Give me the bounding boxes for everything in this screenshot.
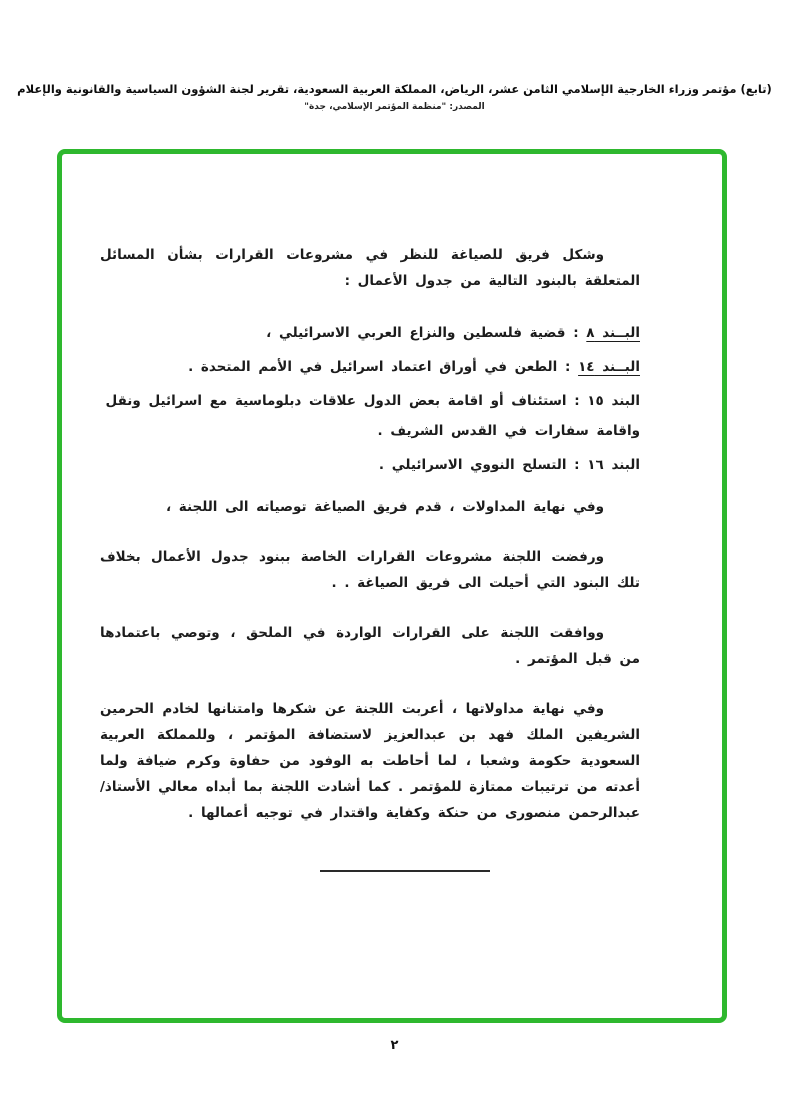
agenda-item-8	[100, 318, 640, 348]
agenda-items-list	[100, 318, 640, 480]
divider-line	[320, 870, 490, 872]
agenda-item-16	[100, 450, 640, 480]
document-body	[100, 242, 640, 872]
item-number: البــند ١٤	[578, 359, 640, 375]
item-number: البــند ٨	[586, 325, 640, 341]
item-text: : التسلح النووي الاسرائيلي .	[378, 457, 580, 473]
item-number: البند ١٦	[587, 457, 640, 473]
annotation-box	[57, 149, 727, 1023]
paragraph-approval: ووافقت اللجنة على القرارات الواردة في الملحق ، وتوصي باعتمادها من قبل المؤتمر .	[100, 625, 640, 667]
agenda-item-15	[100, 386, 640, 446]
paragraph-deliberations: وفي نهاية المداولات ، قدم فريق الصياغة توصياته الى اللجنة ،	[165, 499, 604, 515]
item-text: : الطعن في أوراق اعتماد اسرائيل في الأمم المتحدة .	[188, 359, 571, 375]
paragraph-thanks: وفي نهاية مداولاتها ، أعربت اللجنة عن شكرها وامتنانها لخادم الحرمين الشريفين الملك فهد بن عبدالعزيز لاستضافة المؤتمر ، وللمملكة العربية السعودية حكومة وشعبا ، لما أحاطت به الوفود من حفاوة وكرم ضيافة ولما أعدته من ترتيبات ممتازة للمؤتمر . كما أشادت اللجنة بما أبداه معالي الأستاذ/ عبدالرحمن منصورى من حنكة وكفاية واقتدار في توجيه أعمالها .	[100, 701, 640, 821]
item-text: : قضية فلسطين والنزاع العربي الاسرائيلي ،	[266, 325, 579, 341]
paragraph-intro: وشكل فريق للصياغة للنظر في مشروعات القرارات بشأن المسائل المتعلقة بالبنود التالية من جدول الأعمال :	[100, 247, 640, 289]
header-citation: (تابع) مؤتمر وزراء الخارجية الإسلامي الثامن عشر، الرياض، المملكة العربية السعودية، تقرير لجنة الشؤون السياسية والقانونية والإعلام	[17, 82, 772, 96]
source-line: المصدر: "منظمة المؤتمر الإسلامي، جدة"	[304, 102, 485, 112]
agenda-item-14	[100, 352, 640, 382]
item-number: البند ١٥	[587, 393, 640, 409]
paragraph-rejection: ورفضت اللجنة مشروعات القرارات الخاصة ببنود جدول الأعمال بخلاف تلك البنود التي أحيلت الى فريق الصياغة . .	[100, 549, 640, 591]
item-text: : استئناف أو اقامة بعض الدول علاقات دبلوماسية مع اسرائيل ونقل واقامة سفارات في القدس الشريف .	[105, 393, 640, 439]
page-number: ٢	[390, 1038, 399, 1053]
